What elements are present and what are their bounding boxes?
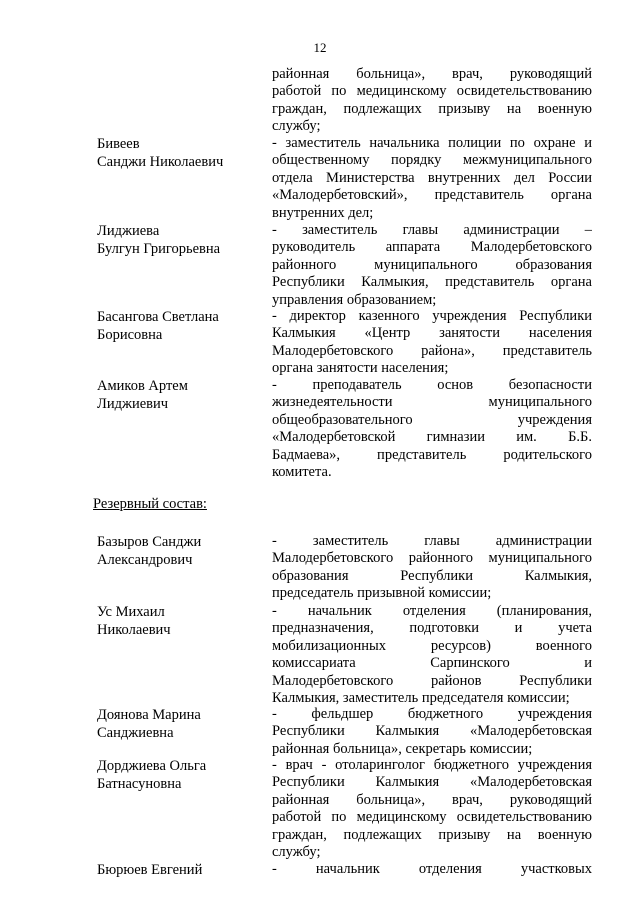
continuation-text bbox=[272, 66, 592, 136]
member-description: - преподаватель основ безопасности жизнедеятельности муниципального общеобразовательного учреждения «Малодербетовской гимназии им. Б.Б. Бадмаева», представитель родительского комитета. bbox=[272, 377, 592, 480]
member-description: - врач - отоларинголог бюджетного учреждения Республики Калмыкия «Малодербетовская районная больница», врач, руководящий работой по медицинскому освидетельствованию граждан, подлежащих призыву на военную службу; bbox=[272, 757, 592, 860]
desc-line: граждан, подлежащих призыву на военную bbox=[272, 100, 592, 117]
member-name: Бюрюев Евгений bbox=[97, 862, 203, 878]
member-name: Ус Михаил Николаевич bbox=[97, 604, 171, 638]
member-name: Дорджиева Ольга Батнасуновна bbox=[97, 758, 207, 792]
desc-line: службу; bbox=[272, 118, 321, 135]
page-number: 12 bbox=[313, 40, 327, 55]
reserve-heading: Резервный состав: bbox=[93, 496, 207, 512]
member-name: Басангова Светлана Борисовна bbox=[97, 309, 219, 343]
member-name: Лиджиева Булгун Григорьевна bbox=[97, 223, 221, 257]
member-description: - заместитель главы администрации – руководитель аппарата Малодербетовского районного муниципального образования Республики Калмыкия, представитель органа управления образованием; bbox=[272, 222, 592, 308]
member-description: - начальник отделения (планирования, предназначения, подготовки и учета мобилизационных ресурсов) военного комиссариата Сарпинского и Малодербетовского районов Республики Калмыкия, заместитель председателя комиссии; bbox=[272, 603, 592, 706]
desc-line: работой по медицинскому освидетельствованию bbox=[272, 83, 592, 100]
member-description: - заместитель начальника полиции по охране и общественному порядку межмуниципального отдела Министерства внутренних дел России «Малодербетовский», представитель органа внутренних дел; bbox=[272, 135, 592, 221]
member-description: - начальник отделения участковых bbox=[272, 861, 592, 877]
member-name: Бивеев Санджи Николаевич bbox=[97, 136, 224, 170]
member-description: - заместитель главы администрации Малодербетовского районного муниципального образования Республики Калмыкия, председатель призывной комиссии; bbox=[272, 533, 592, 602]
member-name: Доянова Марина Санджиевна bbox=[97, 707, 201, 741]
member-name: Амиков Артем Лиджиевич bbox=[97, 378, 188, 412]
member-description: - директор казенного учреждения Республики Калмыкия «Центр занятости населения Малодербетовского района», представитель органа занятости населения; bbox=[272, 308, 592, 377]
member-name: Базыров Санджи Александрович bbox=[97, 534, 202, 568]
member-description: - фельдшер бюджетного учреждения Республики Калмыкия «Малодербетовская районная больница», секретарь комиссии; bbox=[272, 706, 592, 757]
desc-line: районная больница», врач, руководящий bbox=[272, 66, 592, 82]
